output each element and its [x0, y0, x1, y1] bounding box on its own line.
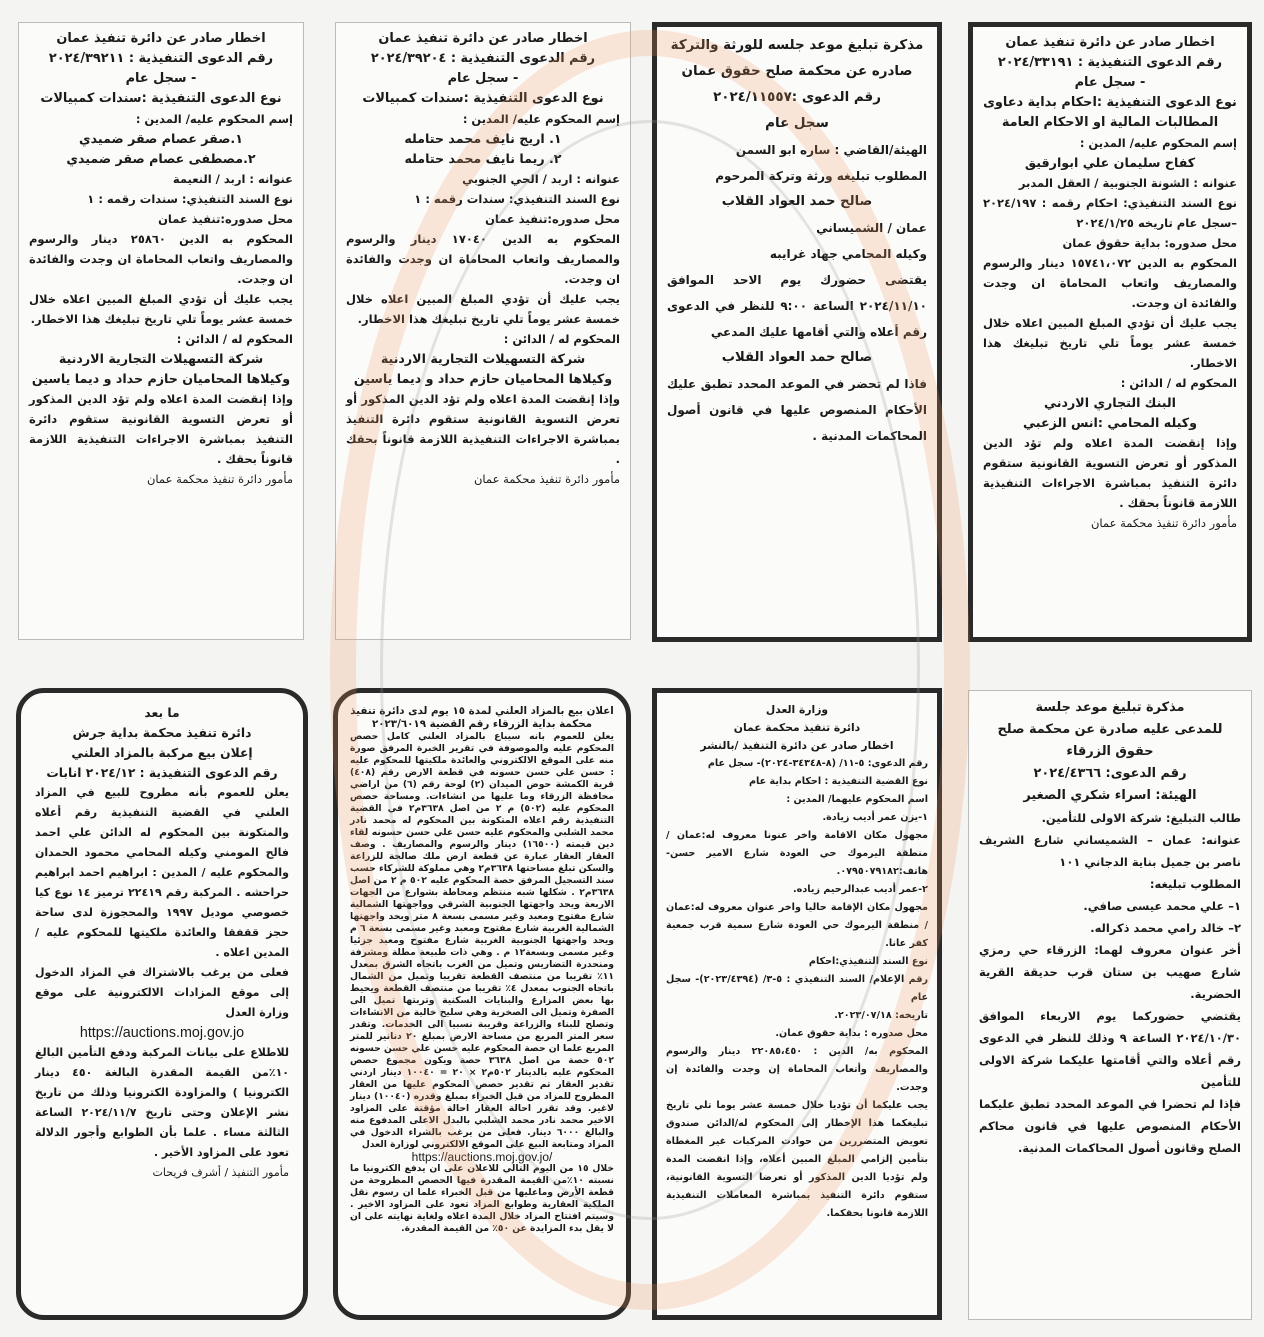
- notice-heading: إعلان بيع مركبة بالمزاد العلني: [71, 746, 253, 760]
- notice-name: البنك التجاري الاردني: [1044, 395, 1176, 410]
- notice-paragraph: الهيئة/القاضي : ساره ابو السمن: [735, 143, 927, 157]
- notice-paragraph: مجهول مكان الاقامة واخر عنونا معروف له:عمان / منطقة اليرموك حي العودة شارع الامير حسن- هاتف:٠٧٩٥٠٧٩١٨٢.: [666, 830, 928, 877]
- notice-paragraph: إسم المحكوم عليه/ المدين :: [1079, 136, 1237, 150]
- notice-heading: اعلان بيع بالمزاد العلني لمدة ١٥ يوم لدى دائرة تنفيذ محكمة بداية الزرقاء رقم القضية ٢٠٢٣/٦٠١٩: [350, 705, 614, 730]
- notice-paragraph: المحكوم له / الدائن :: [1120, 376, 1237, 390]
- notice-paragraph: فإذا لم تحضرا في الموعد المحدد تطبق عليكما الأحكام المنصوص عليها في قانون محاكم الصلح وقانون أصول المحاكمات المدنية.: [979, 1097, 1241, 1155]
- notice-heading: اخطار صادر عن دائرة تنفيذ عمان: [378, 31, 588, 46]
- notice-paragraph: محل صدوره:تنفيذ عمان: [158, 212, 293, 226]
- notice-paragraph: رقم الإعلام/ السند التنفيذي : ٥-٣/ (٢٠٢٣/٤٣٩٤)- سجل عام: [666, 974, 928, 1003]
- notice-paragraph: المحكوم له / الدائن :: [176, 332, 293, 346]
- notice-heading: رقم الدعوى التنفيذية : ٢٠٢٤/١٢ انابات: [46, 766, 278, 780]
- notice-signature: مأمور التنفيذ / أشرف فريحات: [152, 1166, 289, 1179]
- notice-heading: مذكرة تبليغ موعد جلسه للورثة والتركة: [670, 38, 924, 53]
- notice-heading: للمدعى عليه صادرة عن محكمة صلح: [997, 722, 1223, 737]
- notice-paragraph: فاذا لم تحضر في الموعد المحدد تطبق عليك الأحكام المنصوص عليها في قانون أصول المحاكمات المدنية .: [667, 377, 927, 443]
- notice-paragraph: أخر عنوان معروف لهما: الزرقاء حي رمزي شارع صهيب بن ستان قرب حديقة القرية الحضرية.: [979, 943, 1241, 1001]
- notice-paragraph: يجب عليكما أن تؤديا خلال خمسة عشر يوما تلي تاريخ تبليغكما هذا الإخطار إلى المحكوم له/الدائن صندوق تعويض المتضررين من حوادث المركبات غير المغطاة بتأمين إلزامي المبلغ المبين أعلاه، وإذا انقضت المدة ولم تؤديا الدين المذكور أو تعرضا التسوية القانونية، ستقوم دائرة التنفيذ بمباشرة المعاملات التنفيذية اللازمة قانونا بحقكما.: [666, 1100, 928, 1219]
- notice-heading: رقم الدعوى التنفيذية : ٢٠٢٤/٣٣١٩١: [997, 55, 1223, 70]
- notice-heading: - سجل عام: [447, 71, 519, 86]
- notice-name: ٢. ريما نايف محمد حتامله: [404, 151, 562, 166]
- notice-hearing-heirs-11557: [652, 22, 942, 642]
- notice-paragraph: إسم المحكوم عليه/ المدين :: [135, 112, 293, 126]
- auction-website-link[interactable]: https://auctions.moj.gov.jo: [79, 1025, 245, 1041]
- notice-land-auction-zarqa: [333, 688, 631, 1320]
- notice-paragraph: اسم المحكوم عليهما/ المدين :: [786, 794, 928, 805]
- notice-heading: - سجل عام: [1074, 75, 1146, 90]
- notice-paragraph: المطلوب تبليغه ورثة وتركة المرحوم: [715, 169, 927, 183]
- notice-paragraph: المطلوب تبليغه:: [1149, 877, 1241, 891]
- notice-heading: رقم الدعوى التنفيذية : ٢٠٢٤/٣٩٢٠٤: [370, 51, 596, 66]
- notice-name: وكيله المحامي :انس الزعبي: [1023, 415, 1197, 430]
- notice-paragraph: وكيله المحامي جهاد غرايبه: [769, 247, 927, 261]
- notice-heading: رقم الدعوى: ٢٠٢٤/٤٣٦٦: [1033, 766, 1187, 781]
- notice-name: وكيلاها المحاميان حازم حداد و ديما ياسين: [31, 371, 291, 386]
- notice-execution-33191: [968, 22, 1252, 642]
- notice-execution-39204: [335, 22, 631, 640]
- notice-heading: ما بعد: [144, 706, 180, 720]
- notice-name: صالح حمد العواد القلاب: [721, 194, 873, 209]
- notice-heading: نوع الدعوى التنفيذية :سندات كمبيالات: [362, 91, 604, 106]
- notice-signature: مأمور دائرة تنفيذ محكمة عمان: [146, 472, 293, 486]
- notice-paragraph: وإذا إنقضت المدة اعلاه ولم تؤد الدين المذكور أو تعرض التسوية القانونية ستقوم دائرة التنفيذ بمباشرة الاجراءات التنفيذية اللازمة قانوناً بحقك .: [29, 392, 293, 466]
- notice-paragraph: ١– علي محمد عيسى صافي.: [1083, 899, 1241, 913]
- notice-paragraph: يجب عليك أن تؤدي المبلغ المبين اعلاه خلال خمسة عشر يوماً تلي تاريخ تبليغك هذا الاخطار.: [29, 292, 293, 326]
- notice-paragraph: المحكوم به/ الدين : ٢٢٠٨٥،٤٥٠ دينار والرسوم والمصاريف وأتعاب المحاماة إن وجدت والفائدة إن وجدت.: [666, 1046, 928, 1093]
- notice-execution-39211: [18, 22, 304, 640]
- notice-signature: مأمور دائرة تنفيذ محكمة عمان: [473, 472, 620, 486]
- notice-heading: - سجل عام: [125, 71, 197, 86]
- notice-heading: مذكرة تبليغ موعد جلسة: [1035, 700, 1185, 715]
- notice-paragraph: المحكوم به الدين ١٥٧٤١،٠٧٢ دينار والرسوم والمصاريف واتعاب المحاماة ان وجدت والفائدة ان وجدت.: [983, 256, 1237, 310]
- notice-paragraph: محل صدوره:تنفيذ عمان: [485, 212, 620, 226]
- auction-website-link[interactable]: https://auctions.moj.gov.jo/: [411, 1150, 553, 1164]
- notice-heading: رقم الدعوى :٢٠٢٤/١١٥٥٧: [713, 90, 881, 105]
- notice-paragraph: فعلى من يرغب بالاشتراك في المزاد الدخول إلى موقع المزادات الالكترونية على موقع وزارة العدل: [35, 966, 289, 1019]
- notice-paragraph: يقتضي حضوركما يوم الاربعاء الموافق ٢٠٢٤/١٠/٣٠ الساعة ٩ وذلك للنظر في الدعوى رقم أعلاه والتي أقامتها عليكما شركة الاولى للتأمين: [979, 1009, 1241, 1089]
- notice-heading: نوع الدعوى التنفيذية :سندات كمبيالات: [40, 91, 282, 106]
- notice-name: وكيلاها المحاميان حازم حداد و ديما ياسين: [353, 371, 613, 386]
- notice-name: ١.صقر عصام صقر ضميدي: [79, 131, 243, 146]
- notice-heading: صادره عن محكمة صلح حقوق عمان: [681, 64, 913, 79]
- notice-paragraph: إسم المحكوم عليه/ المدين :: [462, 112, 620, 126]
- notice-heading: وزارة العدل: [765, 703, 829, 716]
- notice-paragraph: طالب التبليغ: شركة الاولى للتأمين.: [1041, 811, 1241, 825]
- notice-paragraph: المحكوم به الدين ١٧٠٤٠ دينار والرسوم والمصاريف واتعاب المحاماة ان وجدت والفائدة ان وجدت.: [346, 232, 620, 286]
- notice-name: شركة التسهيلات التجارية الاردنية: [380, 351, 586, 366]
- notice-paragraph: ١-يزن عمر أديب زيادة.: [822, 812, 928, 823]
- notice-heading: حقوق الزرقاء: [1066, 744, 1154, 759]
- notice-heading: نوع الدعوى التنفيذية :احكام بداية دعاوى المطالبات المالية او الاحكام العامة: [983, 95, 1237, 130]
- notice-heading: دائرة تنفيذ محكمة عمان: [733, 721, 861, 734]
- notice-paragraph: يجب عليك أن تؤدي المبلغ المبين اعلاه خلال خمسة عشر يوماً تلي تاريخ تبليغك هذا الاخطار.: [983, 316, 1237, 370]
- notice-name: ٢.مصطفى عصام صقر ضميدي: [66, 151, 256, 166]
- notice-paragraph: يعلن للعموم بانه سيباع بالمزاد العلني كامل حصص المحكوم عليه والموصوفة في تقرير الخبرة المرفق صورة منه على الموقع الالكتروني والعائدة ملكيتها للمحكوم عليه : حسن علي حسن حسونه في قطعة الارض رقم (٤٠٨) قرية الكمشة حوض الميدان (٢) لوحة رقم (٦) من اراضي محافظة الزرقاء وما عليها من انشاءات. ومساحة حصص المحكوم عليه (٥٠٢) م ٢ من اصل ٣٦٣٨م٢ في القضية التنفيذية رقم اعلاه المتكونة بين المحكوم له محمد نادر محمد الشلبي والمحكوم عليه حسن علي حسن حسونه لقاء دين قيمته (١٦٥٠٠) دينار والرسوم والمصاريف . وصف العقار العقار عبارة عن قطعة ارض ملك صالحة للزراعة والسكن تبلغ مساحتها ٣٦٣٨م٢ وهي مملوكة للشركاء حسب سند التسجيل المرفق حصة المحكوم عليه ٥٠٢ م ٢ من اصل ٣٦٣٨م٢ . شكلها شبه منتظم ومحاطة بشوارع من الجهات الاربعة ويحد واجهتها الجنوبية الشرقي وواجهتها الشمالية شارع مفتوح ومعبد وغير مسمى بسعة ٨ متر ويحد واجهتها الشمالية الغربية شارع مفتوح ومعبد وغير مسمى بسعة ٦ م ويحد واجهتها الجنوبية الغربية شارع مفتوح ومعبد جزئيا وغير مسمى وبسعة١٢ م . وهي ذات طبيعة مطلة ومشرفة ومنحدرة التضاريس وتميل من الغرب باتجاه الشرق بمعدل ١١٪ تقريبا من منتصف القطعة تقريبا وتميل من الشمال باتجاه الجنوب بمعدل ٤٪ تقريبا من منتصف القطعة ويحيط بها بعض المزارع والبنايات السكنية وتربتها تميل الى الصفرة وتميل الى الصخرية وهي سليخ خالية من الانشاءات وتصلح للبناء والزراعة وقريبة نسبيا الى الخدمات. وتقدر سعر المتر المربع من مساحة الارض بمبلغ ٢٠ دنانير للمتر المربع علما ان حصة المحكوم عليه حسن علي حسن حسونه ٥٠٢ حصة من اصل ٣٦٣٨ حصة ويكون مجموع حصص المحكوم عليه بالدينار ٥٠٢م٢ × ٢٠ = ١٠٠٤٠ دينار اردني تقدير العقار تم تقدير حصص المحكوم عليها من العقار المطروح للمزاد من قبل الخبراء بمبلغ وقدره (١٠٠٤٠) دينار لاغير. وقد تقرر احالة العقار احالة مؤقتة على المزاود الاخير محمد نادر محمد الشلبي بالبدل الاعلى المدفوع منه والبالغ ٦٠٠٠ دينار. فعلى من يرغب بالشراء الدخول في المزاد ومتابعة البيع على الموقع الالكتروني لوزارة العدل: [350, 731, 615, 1150]
- notice-paragraph: نوع السند التنفيذي: سندات رقمه : ١: [87, 192, 293, 206]
- notice-hearing-zarqa-4366: [968, 690, 1252, 1320]
- notice-paragraph: عنوانه : اربد / الحي الجنوبي: [462, 172, 620, 186]
- notice-paragraph: وإذا إنقضت المدة اعلاه ولم تؤد الدين المذكور أو تعرض التسوية القانونية ستقوم دائرة التنفيذ بمباشرة الاجراءات التنفيذية اللازمة قانوناً بحقك .: [346, 392, 620, 466]
- notice-paragraph: نوع القضية التنفيذية : احكام بداية عام: [749, 776, 928, 787]
- notice-heading: دائرة تنفيذ محكمة بداية جرش: [72, 726, 252, 740]
- notice-ministry-justice-publication: [652, 688, 942, 1320]
- notice-paragraph: يجب عليك أن تؤدي المبلغ المبين اعلاه خلال خمسة عشر يوماً تلي تاريخ تبليغك هذا الاخطار.: [346, 292, 620, 326]
- notice-vehicle-auction-jerash: [16, 688, 308, 1320]
- notice-name: ١. اريج نايف محمد حتامله: [404, 131, 562, 146]
- notice-paragraph: ٢-عمر أديب عبدالرحيم زياده.: [793, 884, 928, 895]
- notice-paragraph: المحكوم به الدين ٢٥٨٦٠ دينار والرسوم والمصاريف واتعاب المحاماة ان وجدت والفائدة ان وجدت.: [29, 232, 293, 286]
- notice-paragraph: خلال ١٥ من اليوم التالي للاعلان على ان يدفع الكترونيا ما نسبته ١٠٪من القيمة المقدرة فيها الحصص المطروحة من قطعة الأرض وماعليها من قبل الخبراء علما ان رسوم نقل الملكية العقارية وطوابع المزاد تعود على المزاود الاخير . وسيتم افتتاح المزاد خلال المدة اعلاه ولغاية نهايته على ان لا يقل بدء المزايدة عن ٥٠٪ من القيمة المقدرة.: [350, 1163, 614, 1234]
- notice-heading: اخطار صادر عن دائرة التنفيذ /بالنشر: [700, 739, 894, 752]
- notice-paragraph: للاطلاع على بيانات المركبة ودفع التأمين البالغ ١٠٪من القيمة المقدرة البالغة ٤٥٠ دينار الكترونيا ) والمزاودة الكترونيا وذلك من تاريخ نشر الإعلان وحتى تاريخ ٢٠٢٤/١١/٧ الساعة الثالثة مساء . علما بأن الطوابع وأجور الدلالة تعود على المزاود الأخير .: [35, 1046, 290, 1159]
- notice-paragraph: المحكوم له / الدائن :: [503, 332, 620, 346]
- notice-heading: اخطار صادر عن دائرة تنفيذ عمان: [1005, 35, 1215, 50]
- notice-heading: رقم الدعوى التنفيذية : ٢٠٢٤/٣٩٢١١: [48, 51, 274, 66]
- notice-paragraph: يعلن للعموم بأنه مطروح للبيع في المزاد العلني في القضية التنفيذية رقم أعلاه والمتكونة بين المحكوم له الدائن علي احمد فالح المومني وكيله المحامي محمود الحمدان والمحكوم عليه / المدين : ابراهيم احمد ابراهيم حراحشه . المركبة رقم ٢٢٤١٩ ترميز ١٤ نوع كيا خصوصي موديل ١٩٩٧ والمحجوزة لدى ساحة حجز ققفقا والعائدة ملكيتها للمحكوم عليه / المدين اعلاه .: [35, 786, 289, 959]
- notice-paragraph: نوع السند التنفيذي:احكام: [808, 956, 928, 967]
- notice-paragraph: ٢– خالد رامي محمد ذكراله.: [1090, 921, 1241, 935]
- notice-paragraph: تاريخه: ٢٠٢٣/٠٧/١٨.: [834, 1010, 928, 1021]
- notice-paragraph: يقتضى حضورك يوم الاحد الموافق ٢٠٢٤/١١/١٠ الساعة ٩:٠٠ للنظر في الدعوى رقم أعلاه والتي أقامها عليك المدعي: [667, 273, 927, 339]
- notice-paragraph: محل صدوره: بداية حقوق عمان: [1062, 236, 1237, 250]
- notice-heading: اخطار صادر عن دائرة تنفيذ عمان: [56, 31, 266, 46]
- notice-name: كفاح سليمان علي ابوارقيق: [1024, 155, 1196, 170]
- notice-paragraph: رقم الدعوى: ٥-١١/ (٨-٣٤٣٤٨-٢٠٢٤)- سجل عام: [707, 758, 928, 769]
- notice-paragraph: وإذا إنقضت المدة اعلاه ولم تؤد الدين المذكور أو تعرض التسوية القانونية ستقوم دائرة التنفيذ بمباشرة الاجراءات التنفيذية اللازمة قانوناً بحقك .: [983, 436, 1237, 510]
- notice-paragraph: عنوانه: عمان – الشميساني شارع الشريف ناصر بن جميل بناية الدجاني ١٠١: [979, 833, 1241, 869]
- notice-heading: الهيئة: اسراء شكري الصغير: [1023, 788, 1197, 803]
- notice-paragraph: مجهول مكان الإقامة حاليا واخر عنوان معروف له:عمان / منطقة اليرموك حي العودة شارع سمية قرب جمعية كفر عانا.: [666, 902, 928, 949]
- notice-paragraph: عنوانه : الشونة الجنوبية / العقل المدبر: [1018, 176, 1237, 190]
- notice-signature: مأمور دائرة تنفيذ محكمة عمان: [1090, 516, 1237, 530]
- notice-heading: سجل عام: [765, 116, 829, 131]
- notice-paragraph: نوع السند التنفيذي: احكام رقمه : ٢٠٢٤/١٩٧ –سجل عام تاريخه ٢٠٢٤/١/٢٥: [983, 196, 1237, 230]
- notice-name: شركة التسهيلات التجارية الاردنية: [58, 351, 264, 366]
- notice-paragraph: نوع السند التنفيذي: سندات رقمه : ١: [414, 192, 620, 206]
- notice-paragraph: محل صدوره : بداية حقوق عمان.: [775, 1028, 928, 1039]
- notice-paragraph: عنوانه : اربد / النعيمة: [172, 172, 293, 186]
- notice-name: صالح حمد العواد القلاب: [721, 350, 873, 365]
- notice-paragraph: عمان / الشميساني: [816, 221, 927, 235]
